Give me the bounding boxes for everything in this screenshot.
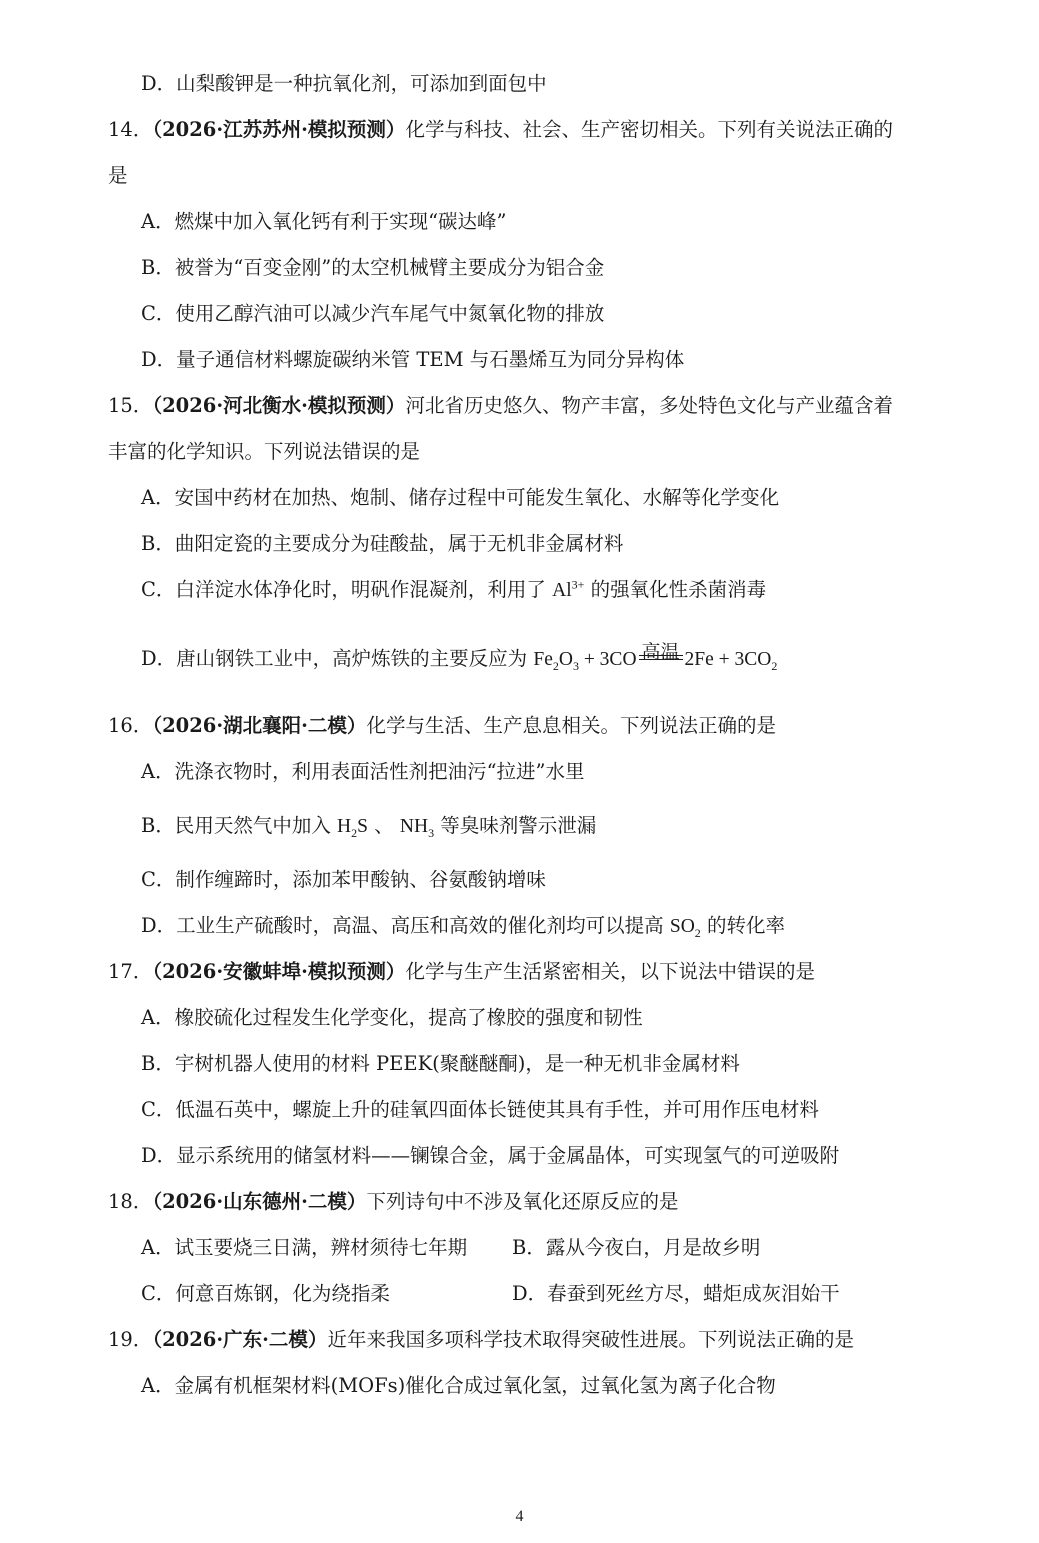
q16-option-b: B．民用天然气中加入 $H_2S$ 、 $NH_3$ 等臭味剂警示泄漏: [141, 814, 597, 840]
q19-stem: [108, 1326, 854, 1354]
q14-option-d: D．量子通信材料螺旋碳纳米管 TEM 与石墨烯互为同分异构体: [141, 348, 685, 371]
question-source: （2026·山东德州·二模）: [152, 1190, 367, 1213]
question-number: 15．: [108, 394, 153, 417]
ammonia: $NH_3$: [399, 816, 435, 840]
question-text: 近年来我国多项科学技术取得突破性进展。下列说法正确的是: [327, 1328, 854, 1351]
question-text: 河北省历史悠久、物产丰富，多处特色文化与产业蕴含着: [405, 394, 893, 417]
q15-option-d: D．唐山钢铁工业中，高炉炼铁的主要反应为 $Fe_2O_3 + 3CO$ 高温 $2Fe + 3CO_2$: [141, 642, 778, 673]
q14-option-a: A．燃煤中加入氧化钙有利于实现“碳达峰”: [141, 210, 507, 233]
q14-option-c: C．使用乙醇汽油可以减少汽车尾气中氮氧化物的排放: [141, 302, 605, 325]
q18-option-a: A．试玉要烧三日满，辨材须待七年期: [141, 1236, 468, 1259]
question-source: （2026·广东·二模）: [152, 1328, 328, 1351]
question-number: 14．: [108, 118, 153, 141]
q15-option-a: A．安国中药材在加热、炮制、储存过程中可能发生氧化、水解等化学变化: [141, 486, 780, 509]
q15-stem: [108, 392, 893, 420]
q15-option-b: B．曲阳定瓷的主要成分为硅酸盐，属于无机非金属材料: [141, 532, 624, 555]
q16-option-c: C．制作缠蹄时，添加苯甲酸钠、谷氨酸钠增味: [141, 868, 546, 891]
q15-option-c: C．白洋淀水体净化时，明矾作混凝剂，利用了 $Al^{3+}$ 的强氧化性杀菌消毒: [141, 577, 767, 601]
q15-stem-cont: 丰富的化学知识。下列说法错误的是: [108, 440, 421, 463]
q17-stem: [108, 958, 815, 986]
q14-stem-cont: 是: [108, 164, 128, 187]
q19-option-a: A．金属有机框架材料(MOFs)催化合成过氧化氢，过氧化氢为离子化合物: [141, 1374, 776, 1397]
q18-option-b: B．露从今夜白，月是故乡明: [512, 1236, 761, 1259]
question-source: （2026·江苏苏州·模拟预测）: [152, 118, 406, 141]
q18-option-d: D．春蚕到死丝方尽，蜡炬成灰泪始干: [512, 1282, 840, 1305]
q13-option-d: D．山梨酸钾是一种抗氧化剂，可添加到面包中: [141, 72, 547, 95]
page-number: 4: [515, 1508, 524, 1525]
question-text: 化学与科技、社会、生产密切相关。下列有关说法正确的: [405, 118, 893, 141]
q17-option-d: D．显示系统用的储氢材料——镧镍合金，属于金属晶体，可实现氢气的可逆吸附: [141, 1144, 840, 1167]
q16-option-d: D．工业生产硫酸时，高温、高压和高效的催化剂均可以提高 $SO_2$ 的转化率: [141, 914, 785, 940]
question-text: 化学与生产生活紧密相关，以下说法中错误的是: [405, 960, 815, 983]
aluminum-ion: $Al^{3+}$: [552, 577, 585, 601]
question-number: 18．: [108, 1190, 153, 1213]
question-text: 下列诗句中不涉及氧化还原反应的是: [366, 1190, 679, 1213]
q17-option-b: B．宇树机器人使用的材料 PEEK(聚醚醚酮)，是一种无机非金属材料: [141, 1052, 740, 1075]
question-text: 化学与生活、生产息息相关。下列说法正确的是: [366, 714, 776, 737]
q17-option-c: C．低温石英中，螺旋上升的硅氧四面体长链使其具有手性，并可用作压电材料: [141, 1098, 819, 1121]
hydrogen-sulfide: $H_2S$: [337, 816, 368, 840]
q14-option-b: B．被誉为“百变金刚”的太空机械臂主要成分为铝合金: [141, 256, 605, 279]
q18-option-c: C．何意百炼钢，化为绕指柔: [141, 1282, 390, 1305]
question-number: 16．: [108, 714, 153, 737]
reaction-equation: $Fe_2O_3 + 3CO$ 高温 $2Fe + 3CO_2$: [533, 642, 778, 673]
q17-option-a: A．橡胶硫化过程发生化学变化，提高了橡胶的强度和韧性: [141, 1006, 643, 1029]
q16-stem: [108, 712, 776, 740]
sulfur-dioxide: $SO_2$: [669, 916, 701, 940]
question-source: （2026·河北衡水·模拟预测）: [152, 394, 406, 417]
q18-stem: [108, 1188, 678, 1216]
question-number: 17．: [108, 960, 153, 983]
question-source: （2026·湖北襄阳·二模）: [152, 714, 367, 737]
question-number: 19．: [108, 1328, 153, 1351]
question-source: （2026·安徽蚌埠·模拟预测）: [152, 960, 406, 983]
q14-stem: [108, 116, 893, 144]
q16-option-a: A．洗涤衣物时，利用表面活性剂把油污“拉进”水里: [141, 760, 585, 783]
